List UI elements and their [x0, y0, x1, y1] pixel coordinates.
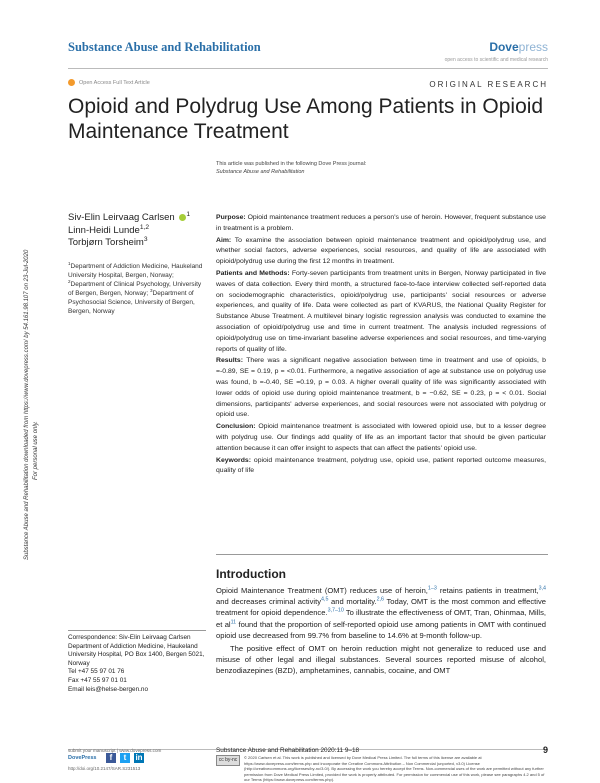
social-links: [106, 753, 144, 763]
doi-link[interactable]: http://doi.org/10.2147/SAR.S231513: [68, 766, 141, 771]
affil-1-num: 1: [68, 260, 71, 266]
keywords-text: opioid maintenance treatment, polydrug use, opioid use, patient reported outcome measures, quality of life: [216, 456, 546, 475]
correspondence-email[interactable]: Email leis@helse-bergen.no: [68, 685, 149, 693]
author-3-affil: 3: [143, 235, 148, 243]
abstract-keywords: [216, 456, 546, 478]
correspondence-fax: Fax +47 55 97 01 01: [68, 676, 127, 684]
author-1[interactable]: Siv-Elin Leirvaag Carlsen: [68, 212, 175, 223]
intro-text: Today, OMT is the most common and effective treatment for opioid dependence.: [216, 597, 546, 618]
citation-link[interactable]: 1–3: [427, 585, 437, 592]
intro-text: To illustrate the effectiveness of OMT, Tran, Ohinmaa, Mills, et al: [216, 608, 546, 629]
correspondence-address: Department of Addiction Medicine, Haukeland University Hospital, PO Box 1400, Bergen 5021, Norway: [68, 642, 205, 667]
author-2[interactable]: Linn-Heidi Lunde: [68, 224, 140, 236]
citation-link[interactable]: 4,5: [321, 596, 329, 603]
sidebar-download-text: Substance Abuse and Rehabilitation downloaded from https://www.dovepress.com/ by 54.161.98.107 on 23-Jul-2020: [24, 249, 30, 560]
citation-link[interactable]: 3,7–10: [327, 607, 344, 614]
purpose-text: Opioid maintenance treatment reduces a person's use of heroin. However, frequent substance use in treatment is a problem.: [216, 214, 546, 232]
publisher-dove: Dove: [489, 40, 519, 54]
article-title: Opioid and Polydrug Use Among Patients in Opioid Maintenance Treatment: [68, 95, 544, 143]
sidebar-personal-use: For personal use only.: [33, 421, 39, 480]
page-number: 9: [542, 745, 548, 755]
section-rule: [216, 554, 548, 555]
cc-license-icon[interactable]: cc by-nc: [216, 755, 240, 766]
journal-name[interactable]: Substance Abuse and Rehabilitation: [68, 40, 261, 54]
correspondence-author: Correspondence: Siv-Elin Leirvaag Carlsen: [68, 634, 191, 641]
author-2-affil: 1,2: [139, 223, 150, 231]
intro-text: found that the proportion of self-reported opioid use among patients in OMT with continued opioid use decreased from 99.7% from baseline to 14.6% at 9-month follow-up.: [216, 619, 546, 640]
intro-text: retains patients in treatment,: [436, 586, 539, 595]
open-access-badge: [68, 79, 150, 86]
intro-paragraph-1: [216, 585, 546, 641]
affil-2-num: 2: [68, 278, 71, 284]
intro-text: Opioid Maintenance Treatment (OMT) reduces use of heroin,: [216, 586, 428, 595]
citation-link[interactable]: 11: [230, 619, 237, 626]
abstract-results: [216, 356, 546, 421]
author-3[interactable]: Torbjørn Torsheim: [68, 237, 144, 248]
correspondence-tel: Tel +47 55 97 01 76: [68, 668, 125, 676]
pub-note-line1: This article was published in the following Dove Press journal:: [216, 161, 367, 167]
dovepress-logo[interactable]: DovePress: [68, 755, 97, 761]
open-access-lock-icon: [68, 79, 75, 86]
aim-text: To examine the association between opioid maintenance treatment and opioid/polydrug use, and whether social factors, adverse experiences, social resources, and quality of life are associated with opioid/polydrug use during the first 12 months in treatment.: [216, 236, 546, 266]
abstract-purpose: [216, 213, 546, 235]
intro-paragraph-2: The positive effect of OMT on heroin reduction might not generalize to reduced use and misuse of other legal and illegal substances. Several sources reported misuse of alcohol, benzodiazepines (BZD), amphetamines, cannabis, cocaine, and OMT: [216, 644, 546, 676]
submit-manuscript-link[interactable]: submit your manuscript | www.dovepress.com: [68, 748, 162, 753]
aim-label: Aim:: [216, 236, 232, 244]
article-type: ORIGINAL RESEARCH: [429, 80, 548, 89]
footer-citation: Substance Abuse and Rehabilitation 2020:11 9–18: [216, 747, 360, 754]
citation-link[interactable]: 2,6: [376, 596, 384, 603]
conclusion-label: Conclusion:: [216, 423, 256, 431]
abstract-aim: [216, 236, 546, 268]
author-list: [68, 212, 190, 250]
open-access-label: Open Access Full Text Article: [79, 79, 150, 86]
abstract-conclusion: [216, 422, 546, 454]
affil-1: Department of Addiction Medicine, Haukeland University Hospital, Bergen, Norway;: [68, 263, 203, 279]
affiliations: [68, 262, 206, 316]
twitter-icon[interactable]: t: [120, 753, 130, 763]
facebook-icon[interactable]: f: [106, 753, 116, 763]
download-sidebar: [24, 150, 54, 560]
linkedin-icon[interactable]: in: [135, 753, 143, 762]
author-1-affil: 1: [186, 210, 191, 218]
results-text: There was a significant negative association between time in treatment and use of opioids, b =-0.89, SE = 0.19, p = <0.01. Furthermore, a negative association of age at substance use on polydrug use was found, b =-0.40, SE =0.19, p = 0.03. A higher overall quality of life was significantly associated with lower odds of opioid use during opioid maintenance treatment, b = −0.62, SE = 0.23, p = < 0.01. Social dimensions, participants' adverse experiences, and social resources were not associated with polydrug or opioid use.: [216, 357, 546, 419]
conclusion-text: Opioid maintenance treatment is associated with lowered opioid use, but to a lesser degree with polydrug use. Our findings add quality of life as an important factor that should be given particular attention because it can offer insight to aspects that can affect the patients' opioid use.: [216, 423, 546, 452]
license-text: © 2020 Carlsen et al. This work is published and licensed by Dove Medical Press Limited. The full terms of this license are available at https://www.dovepress.com/terms.php and incorporate the Creative Commons Attribution – Non Commercial (unported, v3.0) License (http://creativecommons.org/licenses/by-nc/3.0/). By accessing the work you hereby accept the Terms. Non-commercial uses of the work are permitted without any further permission from Dove Medical Press Limited, provided the work is properly attributed. For permission for commercial use of this work, please see paragraphs 4.2 and 5 of our Terms (https://www.dovepress.com/terms.php).: [244, 755, 545, 782]
publisher-tagline: open access to scientific and medical research: [444, 57, 548, 63]
introduction-heading: Introduction: [216, 567, 286, 581]
results-label: Results:: [216, 357, 244, 365]
introduction-body: [216, 585, 546, 677]
license-notice: [216, 755, 546, 783]
correspondence-rule: [68, 630, 206, 631]
affil-3-num: 3: [150, 287, 153, 293]
abstract: [216, 213, 546, 478]
intro-text: and decreases criminal activity: [216, 597, 322, 607]
pub-note-journal[interactable]: Substance Abuse and Rehabilitation: [216, 169, 305, 175]
methods-text: Forty-seven participants from treatment units in Bergen, Norway participated in five waves of data collection. Every third month, a structured face-to-face interview collected self-reported data on sociodemographic characteristics, opioid/polydrug use, participants' social resources or adverse experiences, and quality of life. Data were collected as part of KVARUS, the National Quality Register for Substance Abuse Treatment. A multilevel binary logistic regression analysis was conducted to examine the association of opioid/polydrug use and time in current treatment. The analysis included regressions of opioid/polydrug use on time-invariant baseline adverse experiences and social resources, and time-varying reports of quality of life.: [216, 269, 546, 353]
publication-note: [216, 160, 366, 176]
methods-label: Patients and Methods:: [216, 269, 290, 277]
intro-text: and mortality.: [328, 597, 377, 607]
keywords-label: Keywords:: [216, 456, 251, 464]
publisher-press: press: [518, 40, 548, 54]
affil-2: Department of Clinical Psychology, University of Bergen, Bergen, Norway;: [68, 281, 202, 297]
affil-3: Department of Psychosocial Science, University of Bergen, Bergen, Norway: [68, 290, 195, 315]
correspondence: [68, 634, 206, 694]
citation-link[interactable]: 3,4: [538, 585, 546, 592]
abstract-methods: [216, 269, 546, 355]
header-rule: [68, 68, 548, 69]
purpose-label: Purpose:: [216, 214, 246, 221]
publisher-logo[interactable]: [489, 40, 548, 54]
